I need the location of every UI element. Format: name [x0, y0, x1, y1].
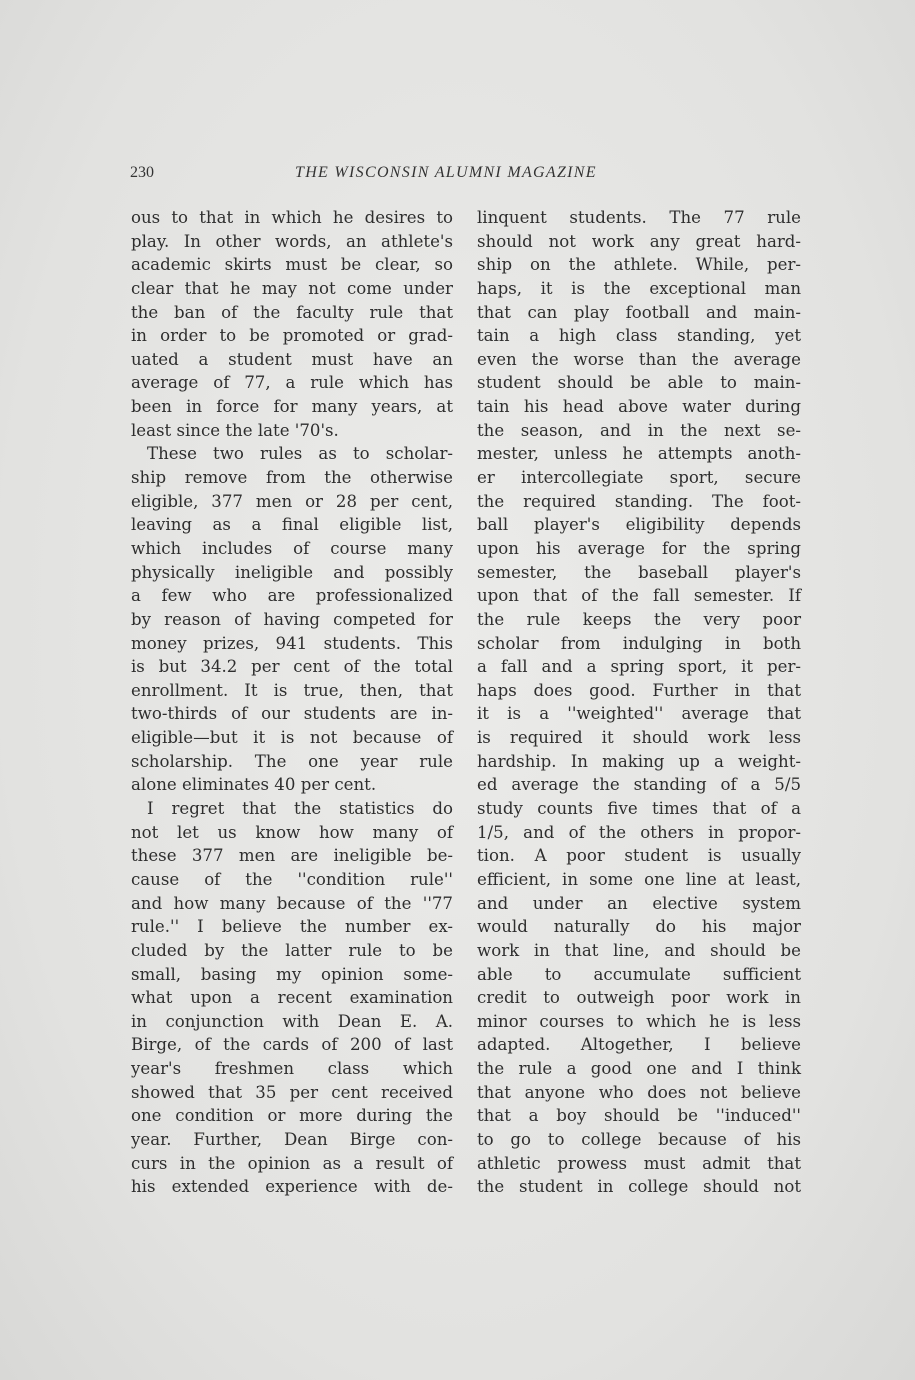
text-line: two-thirds of our students are in-: [131, 704, 453, 724]
text-line: physically ineligible and possibly: [131, 562, 453, 582]
text-line: 1/5, and of the others in propor-: [477, 822, 801, 842]
text-line: ous to that in which he desires to: [131, 208, 453, 227]
text-line: even the worse than the average: [477, 349, 801, 369]
text-line: showed that 35 per cent received: [131, 1082, 453, 1102]
text-line: should not work any great hard-: [477, 231, 801, 251]
text-line: been in force for many years, at: [131, 397, 453, 417]
text-line: tain a high class standing, yet: [477, 326, 801, 346]
text-line: These two rules as to scholar-: [147, 444, 453, 464]
text-line: mester, unless he attempts anoth-: [477, 444, 801, 464]
text-line: work in that line, and should be: [477, 940, 801, 960]
text-line: tion. A poor student is usually: [477, 846, 801, 866]
running-head: [130, 164, 802, 186]
text-line: hardship. In making up a weight-: [477, 751, 801, 771]
text-line: minor courses to which he is less: [477, 1011, 801, 1031]
text-line: the student in college should not: [477, 1177, 801, 1197]
text-line: a few who are professionalized: [131, 586, 453, 606]
text-line: enrollment. It is true, then, that: [131, 680, 453, 700]
text-line: and under an elective system: [477, 893, 801, 913]
text-line: the required standing. The foot-: [477, 491, 801, 511]
text-line: the season, and in the next se-: [477, 420, 801, 440]
text-line: academic skirts must be clear, so: [131, 255, 453, 275]
text-line: cause of the ''condition rule'': [131, 869, 453, 889]
text-line: is but 34.2 per cent of the total: [131, 657, 453, 677]
text-line: the rule keeps the very poor: [477, 609, 801, 629]
text-line: in conjunction with Dean E. A.: [131, 1011, 453, 1031]
text-line: leaving as a final eligible list,: [131, 515, 453, 535]
text-line: year. Further, Dean Birge con-: [131, 1129, 453, 1149]
text-line: tain his head above water during: [477, 397, 801, 417]
text-line: Birge, of the cards of 200 of last: [131, 1035, 453, 1055]
page-number: 230: [130, 164, 154, 181]
text-line: average of 77, a rule which has: [131, 373, 453, 393]
text-line: that a boy should be ''induced'': [477, 1106, 801, 1126]
text-line: his extended experience with de-: [131, 1177, 453, 1197]
text-line: that can play football and main-: [477, 302, 801, 322]
right-text-column: [477, 206, 801, 1199]
text-line: the ban of the faculty rule that: [131, 302, 453, 322]
text-line: not let us know how many of: [131, 822, 453, 842]
text-line: is required it should work less: [477, 728, 801, 748]
text-line: ship remove from the otherwise: [131, 468, 453, 488]
text-line: it is a ''weighted'' average that: [477, 704, 801, 724]
text-line: year's freshmen class which: [131, 1059, 453, 1079]
text-line: by reason of having competed for: [131, 609, 453, 629]
text-line: ball player's eligibility depends: [477, 515, 801, 535]
text-line: efficient, in some one line at least,: [477, 869, 801, 889]
text-line: a fall and a spring sport, it per-: [477, 657, 801, 677]
text-line: eligible, 377 men or 28 per cent,: [131, 491, 453, 511]
text-line: and how many because of the ''77: [131, 893, 453, 913]
text-line: small, basing my opinion some-: [131, 964, 453, 984]
text-line: one condition or more during the: [131, 1106, 453, 1126]
text-line: able to accumulate sufficient: [477, 964, 801, 984]
text-line: play. In other words, an athlete's: [131, 231, 453, 251]
journal-title: THE WISCONSIN ALUMNI MAGAZINE: [295, 164, 597, 181]
text-line: adapted. Altogether, I believe: [477, 1035, 801, 1055]
text-line: scholarship. The one year rule: [131, 751, 453, 771]
text-line: linquent students. The 77 rule: [477, 208, 801, 227]
text-line: eligible—but it is not because of: [131, 728, 453, 748]
text-line: alone eliminates 40 per cent.: [131, 775, 377, 795]
text-line: haps, it is the exceptional man: [477, 278, 801, 298]
text-line: athletic prowess must admit that: [477, 1153, 801, 1173]
text-line: haps does good. Further in that: [477, 680, 801, 700]
text-line: would naturally do his major: [477, 917, 801, 937]
text-line: semester, the baseball player's: [477, 562, 801, 582]
text-line: ship on the athlete. While, per-: [477, 255, 801, 275]
text-line: in order to be promoted or grad-: [131, 326, 453, 346]
text-line: which includes of course many: [131, 538, 453, 558]
text-line: clear that he may not come under: [131, 278, 453, 298]
text-line: er intercollegiate sport, secure: [477, 468, 801, 488]
text-line: scholar from indulging in both: [477, 633, 801, 653]
left-text-column: [131, 206, 453, 1199]
text-line: money prizes, 941 students. This: [131, 633, 453, 653]
text-line: the rule a good one and I think: [477, 1059, 801, 1079]
text-line: cluded by the latter rule to be: [131, 940, 453, 960]
text-line: study counts five times that of a: [477, 799, 801, 819]
text-line: student should be able to main-: [477, 373, 801, 393]
text-line: ed average the standing of a 5/5: [477, 775, 801, 795]
text-line: that anyone who does not believe: [477, 1082, 801, 1102]
text-line: I regret that the statistics do: [147, 799, 453, 819]
text-line: these 377 men are ineligible be-: [131, 846, 453, 866]
text-line: what upon a recent examination: [131, 988, 453, 1008]
text-line: rule.'' I believe the number ex-: [131, 917, 453, 937]
text-line: least since the late '70's.: [131, 420, 339, 440]
text-line: credit to outweigh poor work in: [477, 988, 801, 1008]
text-line: curs in the opinion as a result of: [131, 1153, 453, 1173]
text-line: upon that of the fall semester. If: [477, 586, 801, 606]
text-line: uated a student must have an: [131, 349, 453, 369]
text-line: upon his average for the spring: [477, 538, 801, 558]
text-line: to go to college because of his: [477, 1129, 801, 1149]
